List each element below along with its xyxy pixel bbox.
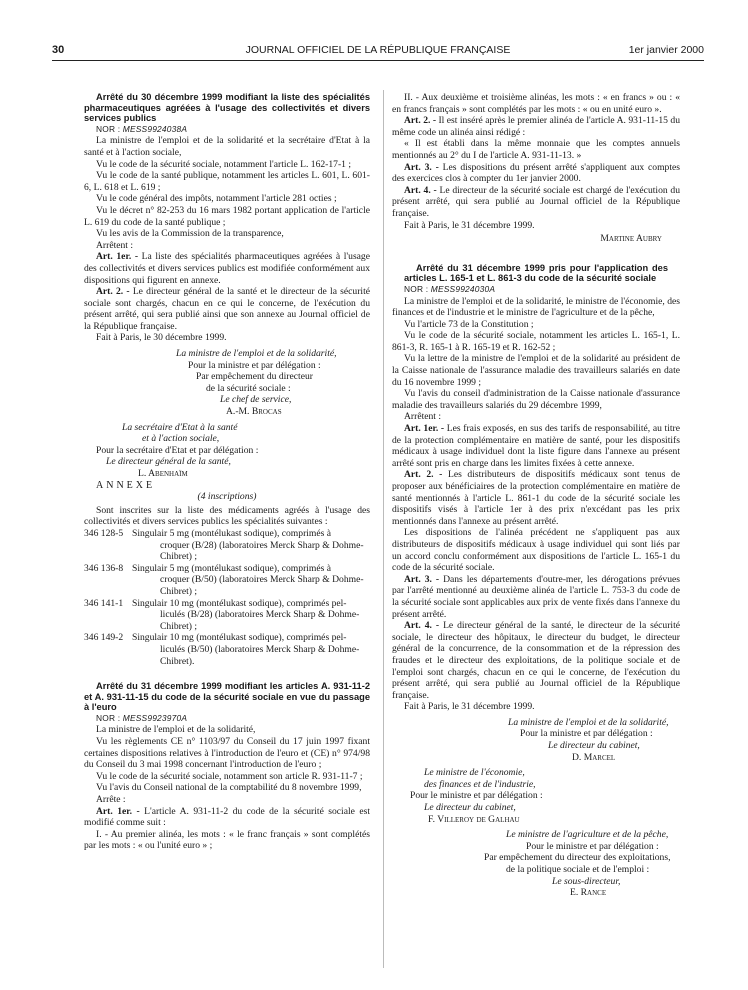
fait-line: Fait à Paris, le 31 décembre 1999.: [404, 701, 535, 713]
article-paragraph: [392, 185, 680, 220]
signature-line: La ministre de l'emploi et de la solidarité,: [176, 348, 337, 360]
product-description: croquer (B/50) (laboratoires Merck Sharp & Dohme-: [160, 574, 364, 586]
article-paragraph: I. - Au premier alinéa, les mots : « le franc français » sont complétés par les mots : « ou l'unité euro » ;: [84, 828, 370, 852]
page-header: [52, 44, 704, 58]
article-paragraph: [392, 423, 680, 469]
article-paragraph: [392, 574, 680, 620]
page-number: 30: [52, 44, 65, 56]
product-description: croquer (B/28) (laboratoires Merck Sharp & Dohme-: [160, 539, 364, 551]
signatory-name: E. Rance: [570, 887, 607, 899]
left-column: [84, 92, 370, 852]
article-label: Art. 1er. -: [404, 423, 445, 435]
annexe-count: (4 inscriptions): [197, 491, 257, 503]
signature-line: Le chef de service,: [220, 394, 292, 406]
column-divider: [383, 90, 384, 968]
signature-line: de la sécurité sociale :: [206, 382, 291, 394]
product-code: 346 141-1: [84, 597, 124, 609]
signatory-name: L. Abenhaïm: [138, 468, 188, 479]
header-rule: [52, 60, 704, 61]
article-text: Les frais exposés, en sus des tarifs de responsabilité, au titre de la protection complémentaire en matière de santé, pour les dispositifs médicaux à usage individuel dont la liste figure dans l'annexe au présent arrêté sont pris en charge dans les limites fixées à cette annexe.: [392, 423, 680, 469]
annexe-intro: Sont inscrites sur la liste des médicaments agréés à l'usage des collectivités et divers services publics les spécialités suivantes :: [84, 504, 370, 528]
preamble-text: Vu l'avis du Conseil national de la comptabilité du 8 novembre 1999,: [96, 782, 362, 794]
nor-reference: [84, 124, 370, 136]
article-paragraph: [392, 115, 680, 138]
preamble-text: La ministre de l'emploi et de la solidarité et la secrétaire d'Etat à la santé et à l'action sociale,: [84, 135, 370, 158]
article-label: Art. 4. -: [404, 184, 437, 196]
product-code: 346 128-5: [84, 527, 124, 539]
signature-line: Pour la ministre et par délégation :: [520, 728, 653, 740]
product-description: Chibret).: [160, 655, 195, 667]
article-label: Art. 1er. -: [96, 251, 139, 263]
article-text: La liste des spécialités pharmaceutiques agréées à l'usage des collectivités et divers services publics est modifiée conformément aux dispositions qui figurent en annexe.: [84, 251, 370, 286]
signature-line: Pour la secrétaire d'Etat et par délégation :: [96, 444, 259, 456]
nor-label: NOR :: [96, 712, 121, 723]
preamble-text: Vu les avis de la Commission de la transparence,: [96, 228, 284, 240]
signatory-name: A.-M. Brocas: [226, 406, 282, 418]
nor-code: MESS9924038A: [122, 123, 188, 134]
signature-line: La ministre de l'emploi et de la solidarité,: [508, 716, 669, 728]
article-paragraph: Les dispositions de l'alinéa précédent ne s'appliquent pas aux distributeurs de dispositifs médicaux à usage individuel qui sont liés par un accord conclu conformément aux dispositions de l'article L. 165-1 du code de la sécurité sociale.: [392, 527, 680, 574]
product-entry: [84, 598, 370, 633]
article-text: Il est inséré après le premier alinéa de l'article A. 931-11-15 du même code un alinéa ainsi rédigé :: [392, 115, 680, 138]
preamble-text: Vu le code de la santé publique, notamment les articles L. 601, L. 601-6, L. 618 et L. 619 ;: [84, 170, 370, 193]
preamble-text: Vu l'article 73 de la Constitution ;: [404, 318, 534, 330]
product-description: liculés (B/50) (laboratoires Merck Sharp & Dohme-: [160, 643, 360, 655]
article-label: Art. 1er. -: [96, 805, 140, 817]
decree-title: Arrêté du 30 décembre 1999 modifiant la liste des spécialités pharmaceutiques agréées à l'usage des collectivités et divers services publics: [84, 92, 370, 124]
article-paragraph: [84, 286, 370, 332]
product-description: Singulair 10 mg (montélukast sodique), comprimés pel-: [132, 597, 347, 609]
signature-line: Le sous-directeur,: [552, 875, 621, 887]
decree-title: Arrêté du 31 décembre 1999 pris pour l'application des articles L. 165-1 et L. 861-3 du code de la sécurité sociale: [404, 262, 668, 284]
signature-line: Le directeur du cabinet,: [548, 740, 640, 752]
signatory-name: Martine Aubry: [600, 233, 662, 245]
signature-line: Pour le ministre et par délégation :: [410, 790, 543, 802]
signature-line: de la politique sociale et de l'emploi :: [506, 864, 650, 875]
decree-title: Arrêté du 31 décembre 1999 modifiant les articles A. 931-11-2 et A. 931-11-15 du code de la sécurité sociale en vue du passage à l'euro: [84, 681, 370, 713]
article-text: Le directeur de la sécurité sociale est chargé de l'exécution du présent arrêté, qui sera publié au Journal officiel de la République française.: [392, 184, 681, 219]
article-text: Dans les départements d'outre-mer, les dérogations prévues par l'arrêté mentionné au deuxième alinéa de l'article L. 753-3 du code de la sécurité sociale sont applicables aux prix de vente fixés dans l'annexe du présent arrêté.: [392, 573, 680, 620]
arretent-heading: Arrêtent :: [96, 239, 134, 251]
signature-line: La secrétaire d'Etat à la santé: [122, 421, 238, 433]
signature-line: des finances et de l'industrie,: [424, 778, 536, 790]
signature-line: Le ministre de l'agriculture et de la pêche,: [506, 829, 669, 841]
product-code: 346 136-8: [84, 562, 124, 574]
preamble-text: Vu le code de la sécurité sociale, notamment l'article L. 162-17-1 ;: [96, 158, 352, 170]
product-description: Singulair 10 mg (montélukast sodique), comprimés pel-: [132, 632, 347, 644]
nor-label: NOR :: [404, 283, 429, 294]
article-paragraph: [392, 469, 680, 527]
article-paragraph: [84, 806, 370, 829]
signature-line: Pour le ministre et par délégation :: [526, 840, 659, 852]
product-code: 346 149-2: [84, 632, 124, 644]
signatory-name: F. Villeroy de Galhau: [428, 813, 520, 825]
article-label: Art. 2. -: [404, 469, 443, 481]
article-paragraph: [392, 162, 680, 185]
article-label: Art. 2. -: [404, 115, 437, 127]
preamble-text: Vu le code de la sécurité sociale, notamment son article R. 931-11-7 ;: [96, 770, 363, 782]
article-label: Art. 4. -: [404, 620, 440, 632]
preamble-text: Vu le code de la sécurité sociale, notamment les articles L. 165-1, L. 861-3, R. 165-1 à R. 165-19 et R. 162-52 ;: [392, 330, 680, 353]
signature-line: et à l'action sociale,: [142, 433, 220, 445]
fait-line: Fait à Paris, le 30 décembre 1999.: [96, 332, 227, 344]
product-description: Chibret) ;: [160, 585, 198, 597]
nor-code: MESS9923970A: [122, 712, 188, 723]
issue-date: 1er janvier 2000: [628, 44, 704, 56]
nor-label: NOR :: [96, 123, 121, 134]
product-entry: [84, 528, 370, 563]
signature-line: Le directeur du cabinet,: [424, 802, 516, 814]
article-text: Le directeur général de la santé et le directeur de la sécurité sociale sont chargés, chacun en ce qui le concerne, de l'exécution du présent arrêté, qui sera publié ainsi que son annexe au Journal officiel de la République française.: [84, 286, 370, 332]
product-description: Singulair 5 mg (montélukast sodique), comprimés à: [132, 562, 332, 574]
article-text: Le directeur général de la santé, le directeur de la sécurité sociale, le directeur des hôpitaux, le directeur du budget, le directeur général de la concurrence, de la consommation et de la répression des fraudes et le directeur des exploitations, de la politique sociale et de l'emploi sont chargés, chacun en ce qui le concerne, de l'exécution du présent arrêté, qui sera publié au Journal officiel de la République française.: [392, 620, 680, 701]
article-text: Les distributeurs de dispositifs médicaux sont tenus de proposer aux bénéficiaires de la protection complémentaire en matière de santé mentionnés à l'article L. 861-1 du code de la sécurité sociale les dispositifs visés à l'article 1er à des prix n'excédant pas les prix mentionnés dans l'annexe au présent arrêté.: [392, 469, 680, 527]
fait-line: Fait à Paris, le 31 décembre 1999.: [404, 219, 535, 231]
preamble-text: La ministre de l'emploi et de la solidarité, le ministre de l'économie, des finances et de l'industrie et le ministre de l'agriculture et de la pêche,: [392, 295, 680, 319]
arretent-heading: Arrêtent :: [404, 411, 442, 423]
preamble-text: Vu la lettre de la ministre de l'emploi et de la solidarité au président de la Caisse nationale de l'assurance maladie des travailleurs salariés en date du 16 novembre 1999 ;: [392, 353, 680, 388]
article-label: Art. 3. -: [404, 161, 439, 173]
preamble-text: Vu l'avis du conseil d'administration de la Caisse nationale d'assurance maladie des travailleurs salariés du 29 décembre 1999,: [392, 388, 680, 411]
article-paragraph: [392, 620, 680, 701]
preamble-text: Vu le décret n° 82-253 du 16 mars 1982 portant application de l'article L. 619 du code de la santé publique ;: [84, 204, 370, 228]
nor-reference: [84, 713, 370, 725]
signature-line: Par empêchement du directeur des exploitations,: [484, 852, 671, 864]
article-paragraph: II. - Aux deuxième et troisième alinéas, les mots : « en francs » ou : « en francs français » sont complétés par les mots : « ou en unité euro ».: [392, 92, 680, 115]
annexe-title: ANNEXE: [96, 479, 156, 491]
product-entry: [84, 563, 370, 598]
journal-title: JOURNAL OFFICIEL DE LA RÉPUBLIQUE FRANÇAISE: [245, 44, 511, 56]
product-description: liculés (B/28) (laboratoires Merck Sharp & Dohme-: [160, 609, 360, 621]
arrete-heading: Arrête :: [96, 794, 126, 806]
quoted-paragraph: « Il est établi dans la même monnaie que les comptes annuels mentionnés au 2° du I de l'article A. 931-11-13. »: [392, 138, 680, 161]
product-description: Singulair 5 mg (montélukast sodique), comprimés à: [132, 527, 332, 539]
nor-code: MESS9924030A: [430, 283, 496, 294]
preamble-text: Vu les règlements CE n° 1103/97 du Conseil du 17 juin 1997 fixant certaines dispositions relatives à l'introduction de l'euro et (CE) n° 974/98 du Conseil du 3 mai 1998 concernant l'introduction de l'euro ;: [84, 736, 370, 771]
product-entry: [84, 632, 370, 667]
article-text: L'article A. 931-11-2 du code de la sécurité sociale est modifié comme suit :: [84, 805, 370, 829]
signatory-name: D. Marcel: [572, 751, 616, 763]
right-column: [392, 92, 680, 899]
product-description: Chibret) ;: [160, 620, 198, 632]
article-text: Les dispositions du présent arrêté s'appliquent aux comptes des exercices clos à compter du 1er janvier 2000.: [392, 161, 680, 185]
signature-line: Le directeur général de la santé,: [106, 456, 231, 468]
article-label: Art. 3. -: [404, 573, 440, 585]
article-label: Art. 2. -: [96, 286, 130, 298]
preamble-text: La ministre de l'emploi et de la solidarité,: [96, 724, 256, 736]
preamble-text: Vu le code général des impôts, notamment l'article 281 octies ;: [96, 193, 337, 205]
signature-line: Pour la ministre et par délégation :: [188, 359, 321, 371]
article-paragraph: [84, 251, 370, 286]
product-description: Chibret) ;: [160, 551, 198, 563]
signature-line: Le ministre de l'économie,: [424, 767, 525, 779]
signature-line: Par empêchement du directeur: [196, 371, 313, 383]
nor-reference: [392, 284, 680, 296]
